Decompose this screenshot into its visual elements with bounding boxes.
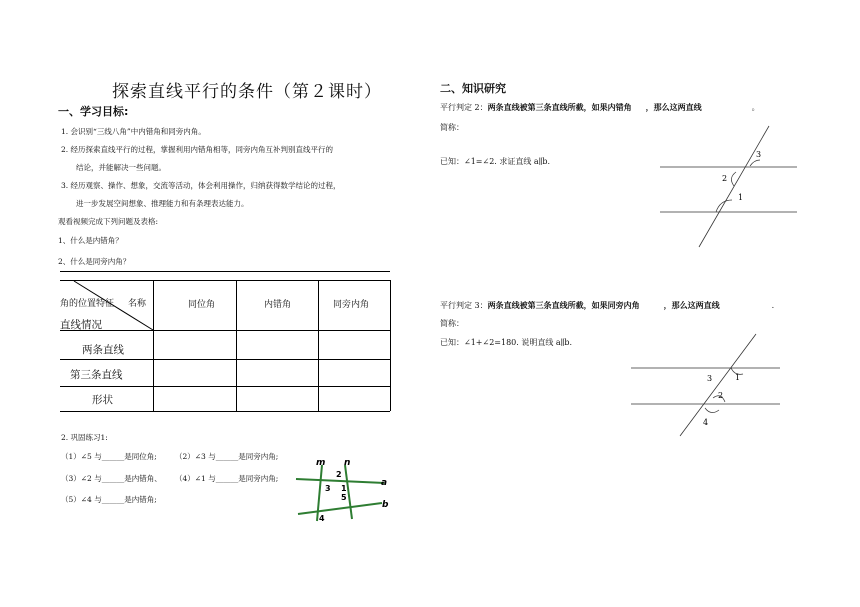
practice-item: （1）∠5 与______是同位角; bbox=[61, 452, 157, 461]
figure-2-angle-label: 1 bbox=[735, 373, 741, 382]
goal-2: 2. 经历探索直线平行的过程，掌握利用内错角相等，同旁内角互补判别直线平行的 bbox=[61, 145, 334, 154]
figure-label-n: n bbox=[344, 458, 351, 468]
table-column-header: 内错角 bbox=[264, 300, 292, 310]
figure-1-angle-label: 3 bbox=[756, 150, 762, 159]
table-row-label: 两条直线 bbox=[82, 344, 124, 356]
page-title: 探索直线平行的条件（第２课时） bbox=[112, 82, 382, 102]
parallel-figure-2 bbox=[625, 330, 785, 440]
question-2: 2、什么是同旁内角？ bbox=[58, 257, 131, 266]
practice-item: （3）∠2 与______是内错角、 bbox=[61, 474, 162, 483]
judgement-3-known: 已知：∠1+∠2=180. 说明直线 a∥b. bbox=[440, 338, 573, 347]
practice-item: （4）∠1 与______是同旁内角; bbox=[175, 474, 279, 483]
judgement-2-known: 已知：∠1=∠2. 求证直线 a∥b. bbox=[440, 157, 551, 166]
question-1: 1、什么是内错角？ bbox=[58, 236, 123, 245]
parallel-figure-1 bbox=[650, 120, 800, 250]
goal-3: 3. 经历观察、操作、想象，交流等活动，体会利用操作，归纳获得数学结论的过程， bbox=[61, 181, 341, 190]
judgement-2-prefix: 平行判定 2： bbox=[440, 103, 488, 112]
practice-figure bbox=[290, 455, 400, 525]
practice-item: （2）∠3 与______是同旁内角; bbox=[175, 452, 279, 461]
judgement-3-short: 简称： bbox=[440, 319, 464, 328]
figure-angle-label: 1 bbox=[341, 484, 347, 493]
judgement-2-short: 简称： bbox=[440, 123, 464, 132]
section-heading-research: 二、知识研究 bbox=[440, 82, 506, 95]
table-corner-name: 名称 bbox=[128, 299, 147, 309]
figure-2-angle-label: 3 bbox=[707, 374, 713, 383]
figure-angle-label: 4 bbox=[319, 514, 325, 523]
goal-2-cont: 结论，并能解决一些问题。 bbox=[76, 163, 166, 172]
table-corner-top: 角的位置特征 bbox=[60, 299, 115, 309]
judgement-3-statement: 两条直线被第三条直线所截，如果同旁内角 bbox=[487, 300, 640, 310]
judgement-3-conclusion: ，那么这两直线 bbox=[663, 300, 720, 310]
figure-2-angle-label: 4 bbox=[703, 418, 709, 427]
judgement-3 bbox=[440, 300, 774, 311]
practice-heading: 2. 巩固练习1: bbox=[61, 433, 108, 442]
table-column-header: 同位角 bbox=[188, 300, 216, 310]
figure-label-b: b bbox=[382, 500, 389, 510]
goal-1: 1. 会识别“三线八角”中内错角和同旁内角。 bbox=[61, 127, 206, 136]
table-row-label: 第三条直线 bbox=[70, 369, 123, 381]
judgement-3-end: . bbox=[771, 301, 775, 310]
practice-item: （5）∠4 与______是内错角; bbox=[61, 495, 157, 504]
figure-label-a: a bbox=[381, 478, 388, 488]
judgement-2 bbox=[440, 102, 760, 113]
figure-angle-label: 2 bbox=[336, 470, 342, 479]
table-corner-bottom: 直线情况 bbox=[60, 319, 102, 331]
figure-angle-label: 5 bbox=[341, 493, 347, 502]
judgement-2-conclusion: ，那么这两直线 bbox=[645, 102, 702, 112]
figure-2-angle-label: 2 bbox=[718, 391, 724, 400]
figure-label-m: m bbox=[316, 458, 326, 468]
table-column-header: 同旁内角 bbox=[333, 300, 370, 310]
judgement-2-statement: 两条直线被第三条直线所截，如果内错角 bbox=[487, 102, 632, 112]
judgement-3-prefix: 平行判定 3： bbox=[440, 301, 488, 310]
goal-3-cont: 进一步发展空间想象、推理能力和有条理表达能力。 bbox=[76, 199, 249, 208]
figure-angle-label: 3 bbox=[325, 484, 331, 493]
table-row-label: 形状 bbox=[92, 394, 113, 406]
section-heading-goals: 一、学习目标: bbox=[58, 105, 129, 118]
instruction: 观看视频完成下列问题及表格: bbox=[58, 217, 159, 226]
judgement-2-end: 。 bbox=[751, 103, 760, 112]
figure-1-angle-label: 2 bbox=[722, 174, 728, 183]
figure-1-angle-label: 1 bbox=[738, 193, 744, 202]
